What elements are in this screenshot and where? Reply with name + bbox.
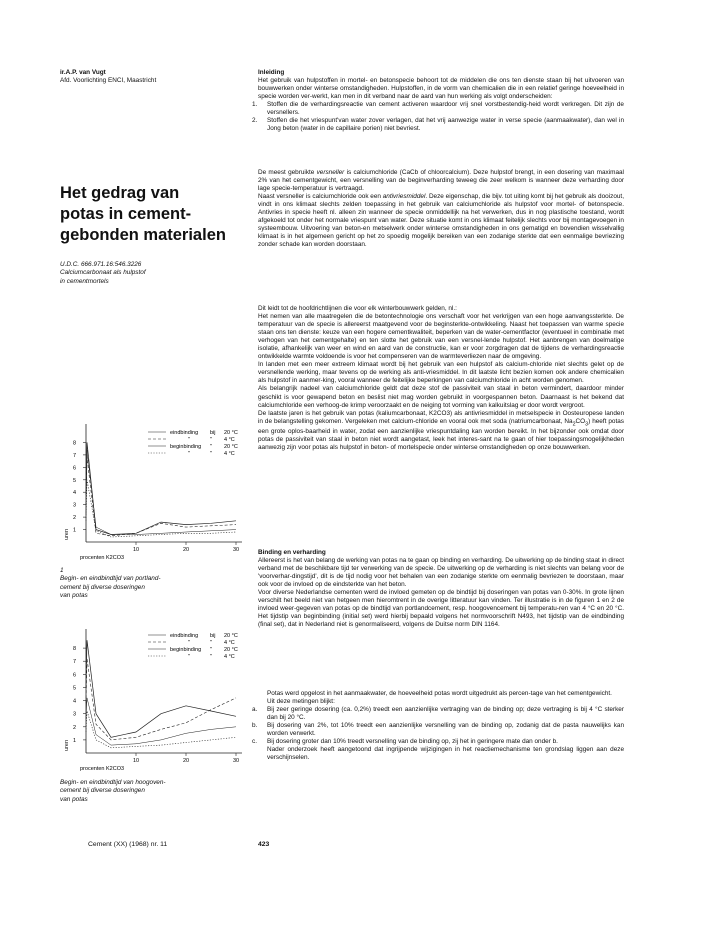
legend-text: 20 °C bbox=[224, 430, 238, 436]
text-run: . Deze eigenschap, die bijv. tot uiting komt bij het gebruik als dooizout, vindt in ons klimaat slechts zelden toepassing in het gebruik van calciumchloride als hulpstof voor mortel- of betonspecie. Antivries in specie heeft nl. alleen zin wanneer de specie onmiddellijk na het verwerken, dus in nog plastische toestand, wordt afgekoeld tot onder het normale vriespunt van water. Deze situatie komt in ons klimaat feitelijk slechts voor bij montagevoegen in systeembouw. Uitvoering van beton-en metselwerk onder winterse omstandigheden in ons gematigd en bovendien wisselvallig klimaat is in het algemeen gericht op het zo spoedig mogelijk bereiken van een zodanige sterkte dat een eenmalige bevriezing zonder schade kan worden doorstaan. bbox=[258, 193, 624, 249]
figure-1-chart bbox=[60, 422, 250, 564]
title-line: gebonden materialen bbox=[60, 226, 226, 244]
y-tick-label: 6 bbox=[72, 465, 76, 472]
x-tick-label: 10 bbox=[132, 547, 140, 553]
list-marker: 2. bbox=[252, 117, 258, 125]
series-line bbox=[86, 711, 236, 748]
x-tick-label: 30 bbox=[232, 547, 240, 553]
list-text: Stoffen die het vriespunt'van water zover verlagen, dat het vrij aanwezige water in verse specie (aanmaakwater), dan wel in Jong beton (water in de capillaire porien) niet bevriest. bbox=[267, 117, 624, 133]
paragraph: Het gebruik van hulpstoffen in mortel- en betonspecie behoort tot de middelen die ons ten dienste staan bij het uitvoeren van bouwwerken onder winterse omstandigheden. Hulpstoffen, in de vorm van chemicalien die in een relatief geringe hoeveelheid in specie worden ver-werkt, kan men in dit verband naar de aard van hun werking als volgt onderscheiden: bbox=[258, 77, 624, 101]
list-marker: b. bbox=[252, 722, 258, 730]
y-axis-label: uren bbox=[64, 528, 70, 540]
paragraph: Allereerst is het van belang de werking van potas na te gaan op binding en verharding. De uitwerking op de binding staat in direct verband met de beschikbare tijd ter verwerking van de specie. De uitwerking op de verharding is niet slechts van belang voor de 'voorverhar-dingstijd', dit is de tijd nodig voor het behalen van een zodanige sterkte om eenmalig bevriezen te doorstaan, maar ook voor de invloed op de eindsterkte van het beton. bbox=[258, 557, 624, 589]
caption-line: Begin- en eindbindtijd van portland- bbox=[60, 575, 161, 583]
text-run: De laatste jaren is het gebruik van potas (kaliumcarbonaat, K2CO3) als antivriesmiddel in metselspecie in Oosteuropese landen in de belangstelling gekomen. Vergeleken met calcium-chloride en vooral ook met soda (natriumcarbonaat, Na bbox=[258, 409, 624, 425]
y-tick-label: 2 bbox=[72, 515, 76, 522]
list-marker: a. bbox=[252, 706, 258, 714]
page-number: 423 bbox=[258, 841, 270, 848]
figure-2-caption bbox=[60, 779, 166, 804]
caption-line: Begin- en eindbindtijd van hoogoven- bbox=[60, 779, 166, 786]
caption-line: van potas bbox=[60, 795, 88, 803]
paragraph: Nader onderzoek heeft aangetoond dat ingrijpende wijzigingen in het reactiemechanisme ten grondslag liggen aan deze verschijnselen. bbox=[267, 746, 624, 762]
figure-1-caption bbox=[60, 567, 161, 600]
y-tick-label: 6 bbox=[72, 672, 76, 679]
emphasis: antivriesmiddel bbox=[382, 193, 426, 201]
figure-2-chart bbox=[60, 627, 250, 777]
paragraph bbox=[258, 410, 624, 453]
section-inleiding-part2 bbox=[258, 169, 624, 249]
legend-text: " bbox=[210, 437, 212, 443]
legend-text: " bbox=[210, 647, 212, 653]
legend-label: eindbinding bbox=[170, 430, 199, 436]
legend-label: beginbinding bbox=[170, 647, 202, 653]
text-run: ) heeft potas een grote oplos-baarheid in water, zodat een aanzienlijke vriespuntdaling kan worden bereikt. In het bijzonder ook omdat door potas de passiviteit van staal in beton niet wordt aangetast, leek het interes-sant na te gaan of hier toepassingsmogelijkheden aanwezig zijn voor potas als hulpstof in beton- of mortelspecie onder winterse omstandigheden op onze bouwwerken. bbox=[258, 417, 624, 452]
section-heading: Inleiding bbox=[258, 69, 285, 76]
legend-text: 4 °C bbox=[224, 437, 235, 443]
legend-text: " bbox=[188, 451, 190, 457]
y-tick-label: 4 bbox=[72, 698, 76, 705]
figure-number: 1 bbox=[60, 567, 64, 574]
y-tick-label: 8 bbox=[72, 646, 76, 653]
series-line bbox=[86, 659, 236, 740]
legend-text: " bbox=[210, 444, 212, 450]
x-axis-label: procenten K2CO3 bbox=[80, 555, 125, 561]
paragraph: Uit deze metingen blijkt: bbox=[267, 698, 335, 706]
y-tick-label: 5 bbox=[72, 685, 76, 692]
paragraph: Het nemen van alle maatregelen die de betontechnologie ons verschaft voor het verkrijgen van een hoge aanvangssterkte. De temperatuur van de specie is allereerst maatgevend voor de beginsterkte-ontwikkeling. Naast het toepassen van warme specie staan ons ten dienste: keuze van een hogere cementkwaliteit, beperken van de water-cementfactor (eventueel in combinatie met verhogen van het cementgehalte) en ten slotte het gebruik van een versnel-lende hulpstof. Het aanbrengen van doelmatige isolatie, afhankelijk van weer en wind en aard van de constructie, kan er voor zorgdragen dat de tijdens de verhardingsreactie ontwikkelde warmte voldoende is voor het compenseren van de warmteverliezen naar de omgeving. bbox=[258, 313, 624, 361]
caption-line: cement bij diverse doseringen bbox=[60, 583, 145, 591]
x-tick-label: 20 bbox=[182, 547, 190, 553]
y-tick-label: 5 bbox=[72, 477, 76, 484]
series-line bbox=[86, 457, 236, 535]
section-inleiding-part3 bbox=[258, 305, 624, 452]
x-tick-label: 10 bbox=[132, 758, 140, 764]
y-tick-label: 4 bbox=[72, 490, 76, 497]
article-title bbox=[60, 183, 235, 246]
paragraph bbox=[258, 169, 624, 193]
series-line bbox=[86, 480, 236, 537]
y-tick-label: 1 bbox=[72, 737, 76, 744]
legend-text: bij bbox=[210, 633, 216, 639]
author-block bbox=[60, 69, 156, 85]
udc-code: U.D.C. 666.971.16:546.3226 bbox=[60, 261, 142, 268]
y-tick-label: 8 bbox=[72, 440, 76, 447]
legend-text: 4 °C bbox=[224, 640, 235, 646]
caption-line: van potas bbox=[60, 591, 88, 599]
legend-text: " bbox=[188, 640, 190, 646]
x-tick-label: 20 bbox=[182, 758, 190, 764]
title-line: potas in cement- bbox=[60, 205, 192, 223]
list-item bbox=[252, 101, 624, 117]
series-line bbox=[86, 698, 236, 745]
udc-subject: Calciumcarbonaat als hulpstof bbox=[60, 269, 146, 277]
series-line bbox=[86, 442, 236, 534]
legend-text: 20 °C bbox=[224, 647, 238, 653]
y-tick-label: 3 bbox=[72, 711, 76, 718]
section-heading: Binding en verharding bbox=[258, 549, 326, 556]
legend-text: bij bbox=[210, 430, 216, 436]
paragraph: Potas werd opgelost in het aanmaakwater, de hoeveelheid potas wordt uitgedrukt als percen-tage van het cementgewicht. bbox=[267, 690, 612, 697]
list-item bbox=[252, 722, 624, 738]
subscript: 3 bbox=[585, 420, 589, 427]
legend-text: " bbox=[188, 437, 190, 443]
y-tick-label: 1 bbox=[72, 527, 76, 534]
section-inleiding-part1 bbox=[252, 69, 624, 133]
y-tick-label: 3 bbox=[72, 502, 76, 509]
legend-text: 4 °C bbox=[224, 654, 235, 660]
section-binding bbox=[258, 549, 624, 629]
series-line bbox=[86, 640, 236, 737]
text-run: Naast versneller is calciumchloride ook een bbox=[258, 193, 383, 201]
list-text: Stoffen die de verhardingsreactie van cement activeren waardoor vrij snel vorstbestendig-heid wordt verkregen. Dit zijn de versnellers. bbox=[267, 101, 624, 117]
paragraph: Dit leidt tot de hoofdrichtlijnen die voor elk winterbouwwerk gelden, nl.: bbox=[258, 305, 457, 312]
author-affiliation: Afd. Voorlichting ENCI, Maastricht bbox=[60, 77, 157, 85]
udc-block bbox=[60, 261, 146, 286]
legend-label: beginbinding bbox=[170, 444, 202, 450]
text-run: CO bbox=[575, 417, 586, 425]
legend-text: 4 °C bbox=[224, 451, 235, 457]
udc-subject: in cementmortels bbox=[60, 277, 109, 285]
y-tick-label: 7 bbox=[72, 659, 76, 666]
list-text: Bij dosering groter dan 10% treedt versnelling van de binding op, zij het in geringere mate dan onder b. bbox=[267, 738, 558, 746]
section-binding-results bbox=[252, 690, 624, 762]
list-item bbox=[252, 117, 624, 133]
paragraph bbox=[258, 193, 624, 249]
legend-text: 20 °C bbox=[224, 633, 238, 639]
list-marker: 1. bbox=[252, 101, 258, 109]
y-axis-label: uren bbox=[64, 739, 70, 751]
list-item bbox=[252, 738, 624, 746]
caption-line: cement bij diverse doseringen bbox=[60, 787, 145, 795]
legend-text: " bbox=[210, 451, 212, 457]
legend-text: " bbox=[188, 654, 190, 660]
text-run: De meest gebruikte bbox=[258, 169, 317, 176]
legend-text: " bbox=[210, 640, 212, 646]
journal-reference: Cement (XX) (1968) nr. 11 bbox=[88, 841, 168, 848]
author-name: ir.A.P. van Vugt bbox=[60, 69, 106, 76]
text-run: is calciumchloride (CaCb of chloorcalcium). Deze hulpstof brengt, in een dosering van maximaal 2% van het cementgewicht, een versnelling van de beginverharding teweeg die zeer welkom is wanneer deze verharding door lage specie-temperatuur is vertraagd. bbox=[258, 169, 624, 193]
list-marker: c. bbox=[252, 738, 257, 746]
legend-text: 20 °C bbox=[224, 444, 238, 450]
subscript: 2 bbox=[572, 420, 576, 427]
legend-text: " bbox=[210, 654, 212, 660]
y-tick-label: 2 bbox=[72, 724, 76, 731]
list-text: Bij zeer geringe dosering (ca. 0,2%) treedt een aanzienlijke vertraging van de binding op; deze vertraging is bij 4 °C sterker dan bij 20 °C. bbox=[267, 706, 624, 722]
title-line: Het gedrag van bbox=[60, 184, 180, 202]
x-tick-label: 30 bbox=[232, 758, 240, 764]
legend-label: eindbinding bbox=[170, 633, 199, 639]
list-item bbox=[252, 706, 624, 722]
paragraph: Voor diverse Nederlandse cementen werd de invloed gemeten op de bindtijd bij doseringen van potas van 0-30%. In grote lijnen verschilt het beeld niet van hetgeen men hieromtrent in de overige litteratuur kan vinden. Ter illustratie is in de figuren 1 en 2 de invloed weer-gegeven van potas op de bindtijd van portlandcement, resp. hoogovencement bij temperatu-ren van 4 °C en 20 °C. Het tijdstip van beginbinding (initial set) werd hierbij bepaald volgens het normvoorschrift N493, het tijdstip van de eindbinding (final set), dat in Nederland niet is genormaliseerd, volgens de Duitse norm DIN 1164. bbox=[258, 589, 624, 629]
y-tick-label: 7 bbox=[72, 452, 76, 459]
paragraph: In landen met een meer extreem klimaat wordt bij het gebruik van een hulpstof als calcium-chloride niet slechts gelet op de versnellende werking, maar tevens op de werking als anti-vriesmiddel. In dit laatste licht bezien komen ook andere chemicalien als hulpstof in aanmer-king, vooral wanneer de feitelijke beperkingen van calciumchloride in acht worden genomen. bbox=[258, 361, 624, 385]
list-text: Bij dosering van 2%, tot 10% treedt een aanzienlijke versnelling van de binding op, zodanig dat de pasta nauwelijks kan worden verwerkt. bbox=[267, 722, 624, 738]
x-axis-label: procenten K2CO3 bbox=[80, 766, 125, 772]
paragraph: Als belangrijk nadeel van calciumchloride geldt dat deze stof de passiviteit van staal in beton vermindert, daardoor minder geschikt is voor gewapend beton en beslist niet mag worden gebruikt in voorgespannen beton. Daarnaast is het bekend dat calciumchloride een verhoog-de krimp veroorzaakt en de neiging tot vorming van kalkuitslag er door wordt vergroot. bbox=[258, 385, 624, 409]
emphasis: versneller bbox=[316, 169, 345, 176]
